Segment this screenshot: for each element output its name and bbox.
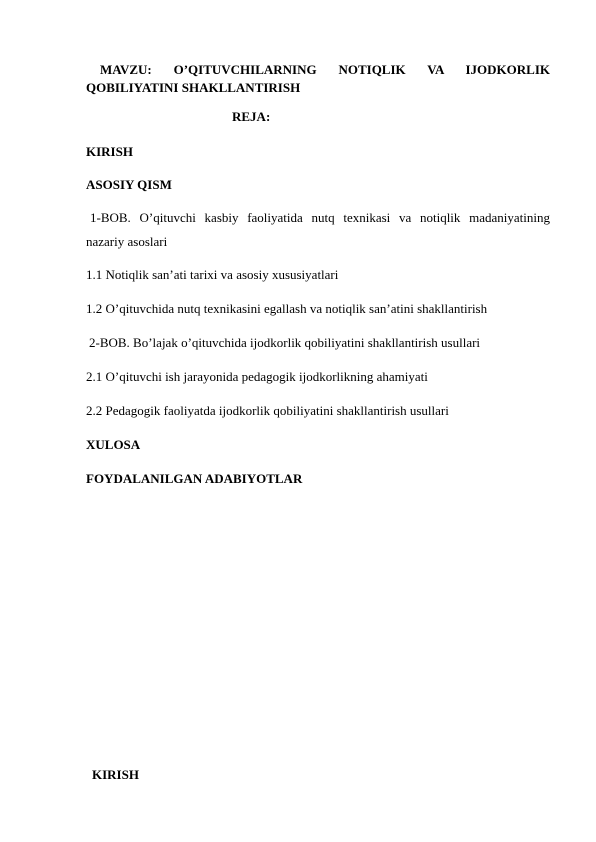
- toc-section-2-1: 2.1 O’qituvchi ish jarayonida pedagogik ijodkorlikning ahamiyati: [86, 369, 428, 384]
- plan-heading: REJA:: [232, 109, 271, 124]
- next-section-heading: KIRISH: [92, 767, 139, 782]
- toc-references: FOYDALANILGAN ADABIYOTLAR: [86, 471, 303, 486]
- document-title-line-1: MAVZU: O’QITUVCHILARNING NOTIQLIK VA IJODKORLIK: [100, 62, 550, 77]
- document-title-line-2: QOBILIYATINI SHAKLLANTIRISH: [86, 80, 301, 95]
- toc-chapter-2: 2-BOB. Bo’lajak o’qituvchida ijodkorlik qobiliyatini shakllantirish usullari: [89, 335, 481, 350]
- toc-main-part: ASOSIY QISM: [86, 177, 172, 192]
- toc-section-1-2: 1.2 O’qituvchida nutq texnikasini egallash va notiqlik san’atini shakllantirish: [86, 301, 488, 316]
- toc-conclusion: XULOSA: [86, 437, 141, 452]
- toc-chapter-1-line-2: nazariy asoslari: [86, 234, 168, 249]
- toc-section-1-1: 1.1 Notiqlik san’ati tarixi va asosiy xususiyatlari: [86, 267, 339, 282]
- toc-intro: KIRISH: [86, 144, 133, 159]
- toc-section-2-2: 2.2 Pedagogik faoliyatda ijodkorlik qobiliyatini shakllantirish usullari: [86, 403, 449, 418]
- toc-chapter-1-line-1: 1-BOB. O’qituvchi kasbiy faoliyatida nutq texnikasi va notiqlik madaniyatining: [90, 210, 550, 225]
